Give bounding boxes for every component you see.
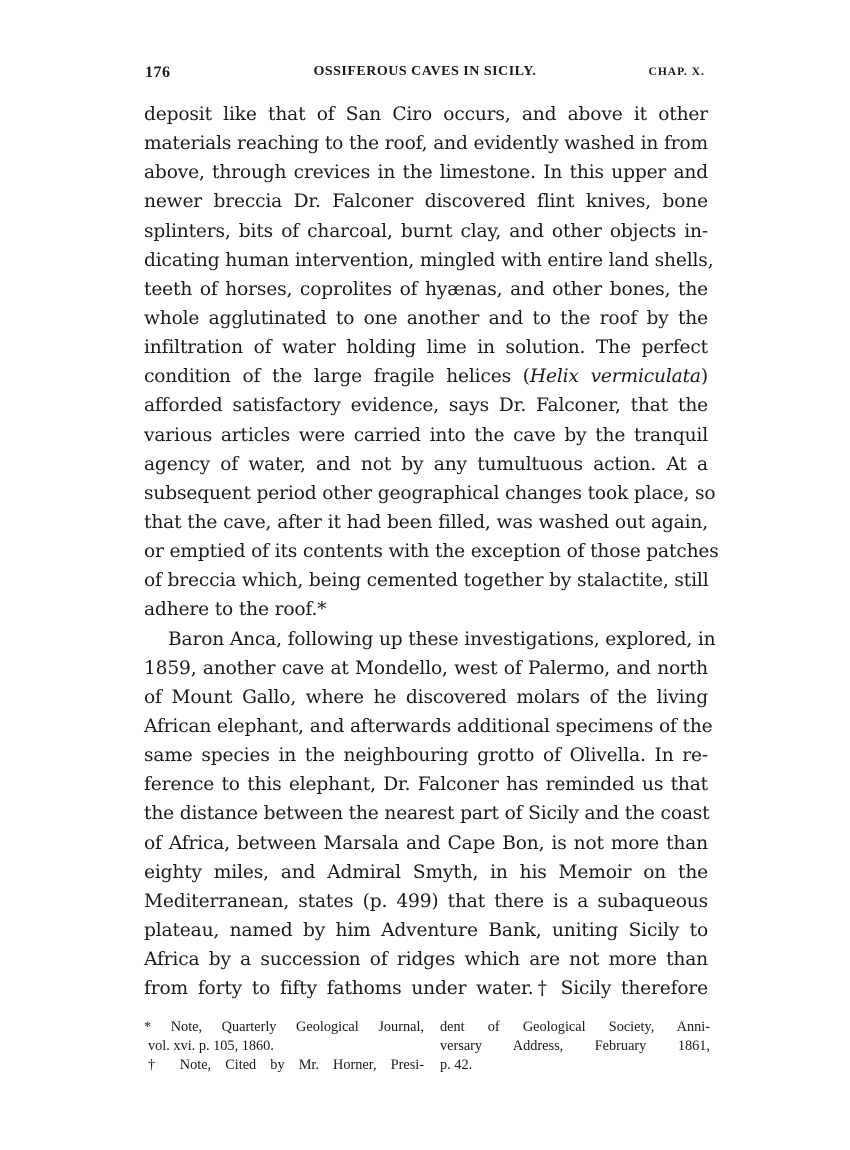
text-line: adhere to the roof.* [144, 599, 327, 621]
text-line: same species in the neighbouring grotto of Olivella. In re- [144, 745, 708, 767]
text-line: that the cave, after it had been filled, was washed out again, [144, 511, 708, 533]
body-text [144, 100, 719, 1003]
footnote-line: dent of Geological Society, Anni- [440, 1019, 710, 1035]
text-line: various articles were carried into the cave by the tranquil [144, 424, 708, 446]
species-name: Helix vermiculata [529, 366, 701, 388]
text-line: teeth of horses, coprolites of hyænas, and other bones, the [144, 278, 708, 300]
text-line: afforded satisfactory evidence, says Dr. Falconer, that the [144, 395, 708, 417]
text-line: the distance between the nearest part of Sicily and the coast [144, 803, 710, 825]
text-line: ference to this elephant, Dr. Falconer has reminded us that [144, 774, 708, 796]
text-line: newer breccia Dr. Falconer discovered flint knives, bone [144, 191, 708, 213]
footnote-line: versary Address, February 1861, [440, 1038, 710, 1054]
text-line: agency of water, and not by any tumultuous action. At a [144, 453, 708, 475]
text-line: African elephant, and afterwards additional specimens of the [144, 715, 713, 737]
text-line: 1859, another cave at Mondello, west of Palermo, and north [144, 657, 708, 679]
running-title: OSSIFEROUS CAVES IN SICILY. [313, 64, 537, 79]
page-number: 176 [145, 64, 171, 81]
chapter-label: CHAP. X. [648, 66, 705, 78]
footnote-line: † Note, Cited by Mr. Horner, Presi- [148, 1057, 424, 1073]
text-line: subsequent period other geographical changes took place, so [144, 482, 716, 504]
text-line: deposit like that of San Ciro occurs, and above it other [144, 104, 708, 125]
footnote-line: * Note, Quarterly Geological Journal, [144, 1019, 424, 1035]
text-line: Africa by a succession of ridges which are not more than [144, 949, 708, 971]
text-line: materials reaching to the roof, and evidently washed in from [144, 133, 708, 155]
text-line: or emptied of its contents with the exception of those patches [144, 541, 719, 563]
text-line: dicating human intervention, mingled with entire land shells, [144, 249, 714, 271]
text-line: Baron Anca, following up these investigations, explored, in [168, 628, 716, 650]
text-line: whole agglutinated to one another and to the roof by the [144, 307, 708, 329]
text-line: above, through crevices in the limestone. In this upper and [144, 162, 708, 184]
text-line: splinters, bits of charcoal, burnt clay, and other objects in- [144, 220, 708, 242]
footnotes-left-column [144, 1018, 424, 1075]
text-line: infiltration of water holding lime in solution. The perfect [144, 337, 708, 359]
text-line: condition of the large fragile helices (Helix vermiculata) [144, 366, 708, 388]
text-line: from forty to fifty fathoms under water.† Sicily therefore [144, 978, 708, 1000]
text-line: of breccia which, being cemented together by stalactite, still [144, 570, 709, 592]
footnotes-right-column [440, 1018, 710, 1075]
text-line: plateau, named by him Adventure Bank, uniting Sicily to [144, 919, 708, 941]
footnote-line: vol. xvi. p. 105, 1860. [148, 1038, 274, 1054]
running-header [145, 60, 705, 86]
text-line: of Mount Gallo, where he discovered molars of the living [144, 686, 708, 708]
footnote-line: p. 42. [440, 1057, 473, 1073]
text-line: Mediterranean, states (p. 499) that there is a subaqueous [144, 890, 708, 912]
text-line: eighty miles, and Admiral Smyth, in his Memoir on the [144, 861, 708, 883]
footnotes [144, 1018, 710, 1098]
text-line: of Africa, between Marsala and Cape Bon, is not more than [144, 832, 708, 854]
